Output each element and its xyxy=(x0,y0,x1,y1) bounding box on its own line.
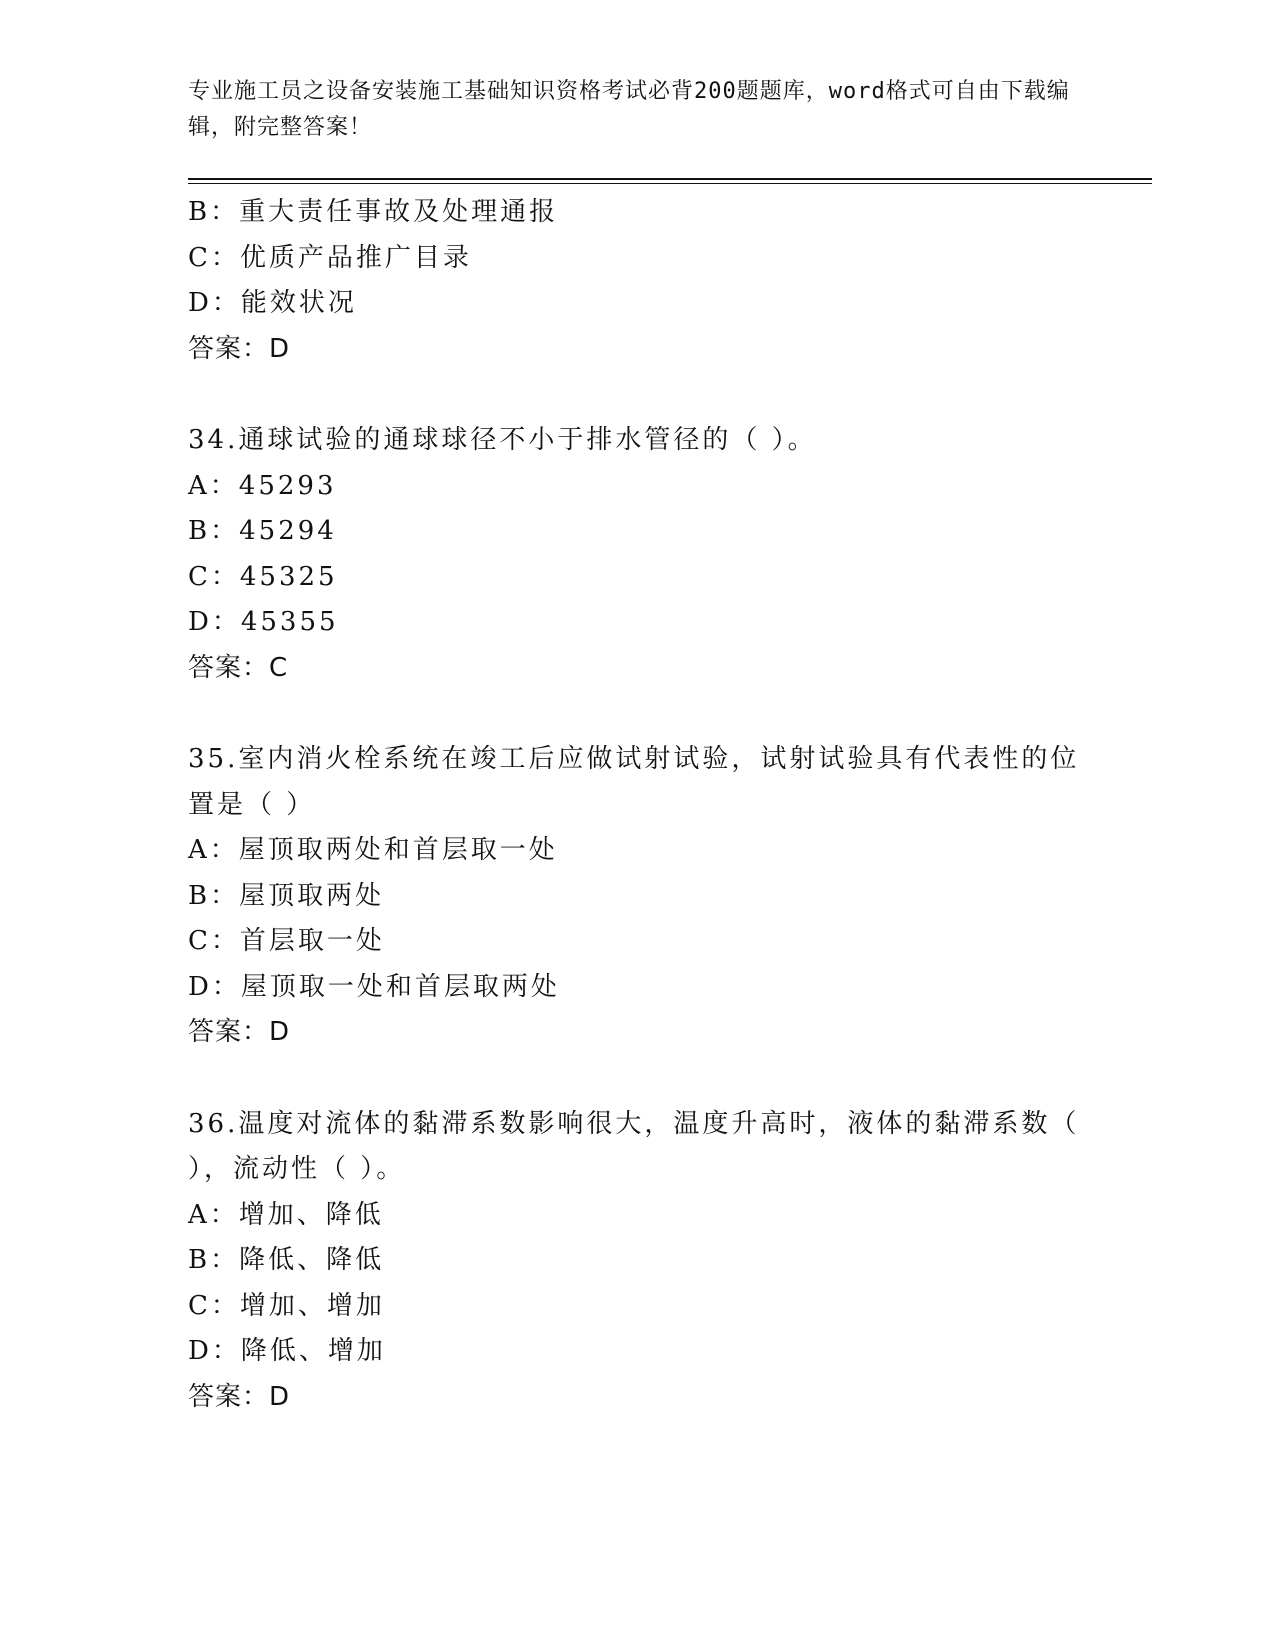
option-c: C：首层取一处 xyxy=(188,926,385,956)
header-rule-thick xyxy=(188,178,1152,180)
question-block-34 xyxy=(188,418,1088,691)
option-a: A：45293 xyxy=(188,470,337,501)
document-header: 专业施工员之设备安装施工基础知识资格考试必背200题题库，word格式可自由下载编辑，附完整答案！ xyxy=(188,79,1070,140)
question-block-36 xyxy=(188,1102,1088,1421)
option-b: B：降低、降低 xyxy=(188,1245,385,1275)
option-c: C：优质产品推广目录 xyxy=(188,242,472,273)
option-a: A：屋顶取两处和首层取一处 xyxy=(188,835,558,865)
answer-line: 答案：C xyxy=(188,652,289,683)
question-text: 36.温度对流体的黏滞系数影响很大，温度升高时，液体的黏滞系数（ ），流动性（ ）。 xyxy=(188,1108,1080,1184)
question-list xyxy=(188,190,1088,1420)
answer-line: 答案：D xyxy=(188,1017,291,1047)
option-d: D：降低、增加 xyxy=(188,1336,386,1366)
option-c: C：45325 xyxy=(188,561,338,592)
option-d: D：能效状况 xyxy=(188,288,357,318)
header-rule-thin xyxy=(188,183,1152,184)
question-text: 34.通球试验的通球球径不小于排水管径的（ ）。 xyxy=(188,425,817,455)
option-a: A：增加、降低 xyxy=(188,1199,384,1230)
option-b: B：屋顶取两处 xyxy=(188,880,385,911)
question-block-33 xyxy=(188,190,1088,372)
option-b: B：45294 xyxy=(188,516,337,546)
option-d: D：屋顶取一处和首层取两处 xyxy=(188,971,560,1002)
question-block-35 xyxy=(188,737,1088,1056)
option-c: C：增加、增加 xyxy=(188,1290,385,1321)
option-d: D：45355 xyxy=(188,607,339,637)
option-b: B：重大责任事故及处理通报 xyxy=(188,197,559,227)
answer-line: 答案：D xyxy=(188,1381,291,1412)
answer-line: 答案：D xyxy=(188,333,291,364)
question-text: 35.室内消火栓系统在竣工后应做试射试验，试射试验具有代表性的位置是（ ） xyxy=(188,744,1080,820)
